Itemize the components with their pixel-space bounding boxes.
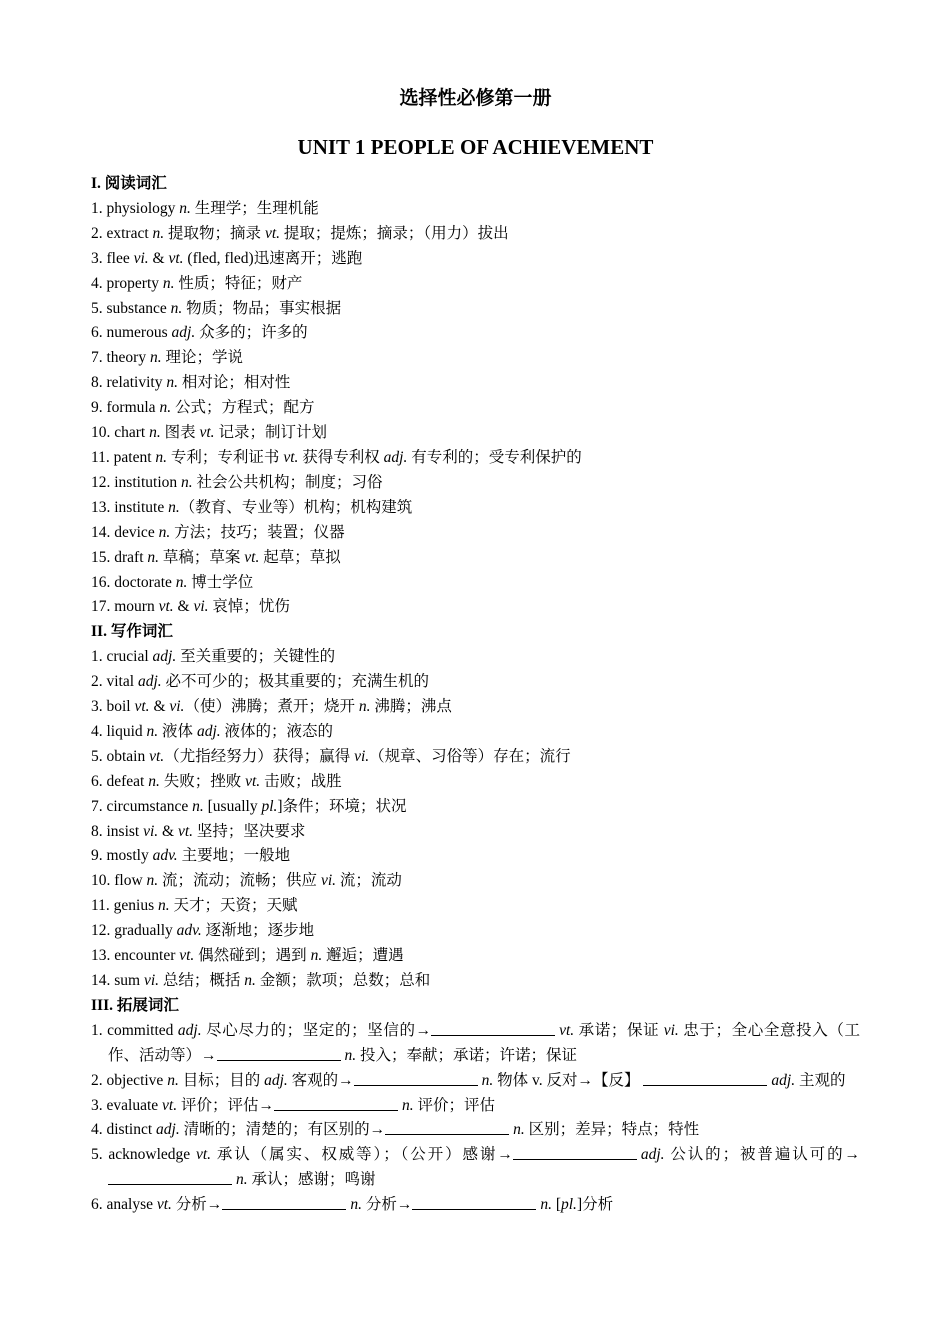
part-of-speech: n.	[358, 698, 371, 716]
part-of-speech: vt.	[134, 698, 150, 716]
part-of-speech: vi.	[320, 872, 336, 890]
vocab-item: 12. gradually adv. 逐渐地；逐步地	[91, 922, 315, 940]
section-heading: III. 拓展词汇	[91, 996, 179, 1014]
part-of-speech: n.	[166, 374, 178, 392]
part-of-speech: n.	[162, 274, 175, 292]
part-of-speech: n.	[310, 947, 323, 965]
fill-in-item: 6. analyse vt. 分析→ n. 分析→ n. [pl.]分析	[91, 1196, 614, 1214]
unit-title: UNIT 1 PEOPLE OF ACHIEVEMENT	[297, 135, 654, 159]
part-of-speech: n.	[175, 573, 188, 591]
vocab-item: 7. circumstance n. [usually pl.]条件；环境；状况	[91, 797, 407, 815]
part-of-speech: adj.	[196, 722, 221, 740]
answer-blank[interactable]	[274, 1095, 398, 1111]
part-of-speech: vi.	[143, 822, 159, 840]
part-of-speech: pl.	[561, 1196, 577, 1214]
document-page	[91, 84, 860, 1218]
part-of-speech: adj.	[771, 1071, 796, 1089]
vocab-item: 13. encounter vt. 偶然碰到；遇到 n. 邂逅；遭遇	[91, 947, 404, 965]
part-of-speech: vi.	[143, 972, 160, 989]
vocab-item: 5. substance n. 物质；物品；事实根据	[91, 299, 342, 317]
part-of-speech: vi.	[354, 747, 370, 765]
part-of-speech: n.	[167, 1071, 179, 1089]
part-of-speech: vt.	[245, 772, 261, 790]
part-of-speech: n.	[159, 399, 172, 417]
part-of-speech: n.	[152, 224, 165, 242]
part-of-speech: n.	[148, 772, 160, 790]
part-of-speech: vt.	[195, 1146, 212, 1164]
part-of-speech: n.	[147, 548, 160, 566]
part-of-speech: n.	[158, 897, 170, 915]
part-of-speech: adj.	[640, 1146, 665, 1164]
vocabulary-content	[91, 172, 860, 1218]
part-of-speech: n.	[350, 1196, 362, 1214]
part-of-speech: vi.	[133, 249, 149, 267]
vocab-item: 9. formula n. 公式；方程式；配方	[91, 399, 315, 417]
part-of-speech: n.	[158, 523, 171, 541]
part-of-speech: adv.	[176, 922, 202, 940]
vocab-item: 10. flow n. 流；流动；流畅；供应 vi. 流；流动	[91, 872, 402, 890]
fill-in-item: 3. evaluate vt. 评价；评估→ n. 评价；评估	[91, 1096, 495, 1114]
vocab-item: 5. obtain vt.（尤指经努力）获得；赢得 vi.（规章、习俗等）存在；流行	[91, 747, 571, 765]
vocab-item: 17. mourn vt. & vi. 哀悼；忧伤	[91, 598, 290, 616]
part-of-speech: vt.	[244, 548, 260, 566]
book-title: 选择性必修第一册	[399, 88, 552, 109]
part-of-speech: n.	[401, 1096, 414, 1114]
part-of-speech: n.	[244, 972, 256, 989]
vocab-item: 10. chart n. 图表 vt. 记录；制订计划	[91, 424, 327, 442]
fill-in-item: 1. committed adj. 尽心尽力的；坚定的；坚信的→ vt. 承诺；保证 vi. 忠于；全心全意投入（工作、活动等）→ n. 投入；奉献；承诺；许诺；保证	[91, 1021, 860, 1064]
part-of-speech: n.	[179, 199, 191, 217]
vocab-item: 16. doctorate n. 博士学位	[91, 573, 254, 591]
vocab-item: 2. vital adj. 必不可少的；极其重要的；充满生机的	[91, 673, 430, 691]
part-of-speech: n.	[149, 349, 162, 367]
part-of-speech: vt.	[168, 249, 184, 267]
part-of-speech: adj.	[137, 673, 162, 691]
part-of-speech: n.	[146, 722, 159, 740]
part-of-speech: n.	[513, 1121, 525, 1139]
part-of-speech: n.	[181, 473, 193, 491]
answer-blank[interactable]	[222, 1194, 346, 1210]
vocab-item: 4. property n. 性质；特征；财产	[91, 274, 303, 292]
part-of-speech: n.	[344, 1046, 357, 1064]
part-of-speech: vt.	[158, 598, 174, 616]
part-of-speech: vi.	[193, 598, 209, 616]
vocab-item: 14. device n. 方法；技巧；装置；仪器	[91, 523, 345, 541]
part-of-speech: adj.	[177, 1021, 202, 1039]
part-of-speech: adj.	[152, 648, 177, 666]
part-of-speech: n.	[481, 1071, 494, 1089]
vocab-item: 14. sum vi. 总结；概括 n. 金额；款项；总数；总和	[91, 972, 431, 989]
part-of-speech: pl.	[261, 797, 278, 815]
vocab-item: 3. flee vi. & vt. (fled, fled)迅速离开；逃跑	[91, 249, 363, 267]
part-of-speech: adv.	[152, 847, 178, 865]
vocab-item: 8. relativity n. 相对论；相对性	[91, 374, 291, 392]
part-of-speech: vt.	[283, 448, 299, 466]
vocab-item: 4. liquid n. 液体 adj. 液体的；液态的	[91, 722, 334, 740]
part-of-speech: n.	[236, 1171, 248, 1189]
answer-blank[interactable]	[217, 1045, 341, 1061]
part-of-speech: adj.	[264, 1071, 288, 1089]
answer-blank[interactable]	[354, 1070, 478, 1086]
part-of-speech: adj.	[156, 1121, 180, 1139]
vocab-item: 8. insist vi. & vt. 坚持；坚决要求	[91, 822, 306, 840]
part-of-speech: vi.	[663, 1021, 679, 1039]
vocab-item: 9. mostly adv. 主要地；一般地	[91, 847, 291, 865]
part-of-speech: n.	[168, 498, 180, 516]
vocab-item: 1. crucial adj. 至关重要的；关键性的	[91, 648, 336, 666]
vocab-item: 1. physiology n. 生理学；生理机能	[91, 199, 319, 217]
fill-in-item: 2. objective n. 目标；目的 adj. 客观的→ n. 物体 v. 反对→【反】 adj. 主观的	[91, 1071, 846, 1089]
answer-blank[interactable]	[108, 1169, 232, 1185]
section-heading: II. 写作词汇	[91, 623, 173, 641]
part-of-speech: vt.	[199, 424, 215, 442]
part-of-speech: vt.	[156, 1196, 172, 1214]
part-of-speech: vt.	[179, 947, 195, 965]
part-of-speech: vt.	[264, 224, 280, 242]
part-of-speech: vt.	[559, 1021, 575, 1039]
part-of-speech: n.	[155, 448, 168, 466]
part-of-speech: n.	[540, 1196, 552, 1214]
answer-blank[interactable]	[643, 1070, 767, 1086]
part-of-speech: adj.	[171, 324, 196, 342]
answer-blank[interactable]	[412, 1194, 536, 1210]
part-of-speech: n.	[149, 424, 161, 442]
vocab-item: 6. numerous adj. 众多的；许多的	[91, 324, 308, 342]
vocab-item: 7. theory n. 理论；学说	[91, 349, 243, 367]
vocab-item: 11. patent n. 专利；专利证书 vt. 获得专利权 adj. 有专利的；受专利保护的	[91, 448, 582, 466]
vocab-item: 13. institute n.（教育、专业等）机构；机构建筑	[91, 498, 413, 516]
part-of-speech: n.	[146, 872, 159, 890]
vocab-item: 2. extract n. 提取物；摘录 vt. 提取；提炼；摘录；（用力）拔出	[91, 224, 509, 242]
vocab-item: 3. boil vt. & vi.（使）沸腾；煮开；烧开 n. 沸腾；沸点	[91, 698, 452, 716]
answer-blank[interactable]	[385, 1119, 509, 1135]
vocab-item: 15. draft n. 草稿；草案 vt. 起草；草拟	[91, 548, 341, 566]
fill-in-item: 5. acknowledge vt. 承认（属实、权威等）；（公开）感谢→ adj. 公认的；被普遍认可的→n. 承认；感谢；鸣谢	[91, 1146, 860, 1189]
part-of-speech: adj.	[383, 448, 408, 466]
part-of-speech: vt.	[162, 1096, 178, 1114]
vocab-item: 12. institution n. 社会公共机构；制度；习俗	[91, 473, 383, 491]
part-of-speech: vt.	[177, 822, 194, 840]
fill-in-item: 4. distinct adj. 清晰的；清楚的；有区别的→ n. 区别；差异；特点；特性	[91, 1121, 700, 1139]
vocab-item: 6. defeat n. 失败；挫败 vt. 击败；战胜	[91, 772, 342, 790]
part-of-speech: n.	[170, 299, 183, 317]
answer-blank[interactable]	[513, 1144, 637, 1160]
part-of-speech: vt.	[149, 747, 165, 765]
part-of-speech: n.	[192, 797, 204, 815]
section-heading: I. 阅读词汇	[91, 175, 167, 192]
part-of-speech: vi.	[169, 698, 185, 716]
vocab-item: 11. genius n. 天才；天资；天赋	[91, 897, 298, 915]
answer-blank[interactable]	[431, 1020, 555, 1036]
